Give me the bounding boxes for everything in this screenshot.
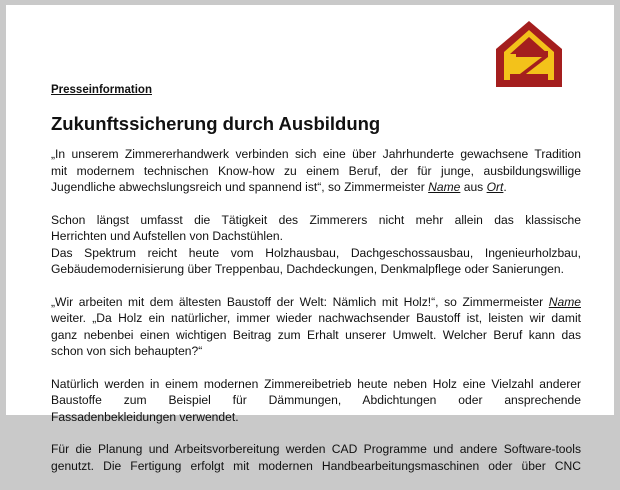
text-line: Gebäudemodernisierung über Treppenbau, Dachdeckungen, Denkmalpflege oder Sanierungen. xyxy=(51,262,564,276)
zimmerer-house-z-logo xyxy=(494,19,564,87)
text-line: Herrichten und Aufstellen von Dachstühlen. xyxy=(51,229,283,243)
text-segment: . xyxy=(503,180,507,194)
text-line: „In unserem Zimmererhandwerk verbinden sich eine über Jahrhunderte gewachsene Tradition xyxy=(51,147,581,161)
ort-placeholder: Ort xyxy=(486,180,504,194)
text-line: schon von sich behaupten?“ xyxy=(51,344,203,358)
document-page xyxy=(6,5,614,473)
text-line xyxy=(51,179,581,196)
text-line: Schon längst umfasst die Tätigkeit des Zimmerers nicht mehr allein das klassische xyxy=(51,212,581,227)
text-segment: aus xyxy=(460,180,487,194)
text-line: Baustoffe zum Beispiel für Dämmungen, Abdichtungen oder ansprechende xyxy=(51,393,581,407)
text-line: ganz nebenbei einen wichtigen Beitrag zum Erhalt unserer Umwelt. Welcher Beruf kann das xyxy=(51,327,581,342)
paragraph-3 xyxy=(51,294,581,360)
paragraph-4 xyxy=(51,376,581,426)
page-title: Zukunftssicherung durch Ausbildung xyxy=(51,113,381,134)
text-line: Natürlich werden in einem modernen Zimmereibetrieb heute neben Holz eine Vielzahl anderer xyxy=(51,376,581,391)
text-line: weiter. „Da Holz ein natürlicher, immer wieder nachwachsender Baustoff ist, leisten wir damit xyxy=(51,311,581,325)
text-line: Fassadenbekleidungen verwendet. xyxy=(51,409,239,424)
text-line: Das Spektrum reicht heute vom Holzhausbau, Dachgeschossausbau, Ingenieurholzbau, xyxy=(51,245,581,260)
text-line: genutzt. Die Fertigung erfolgt mit modernen Handbearbeitungsmaschinen oder über CNC xyxy=(51,458,581,473)
text-line: Für die Planung und Arbeitsvorbereitung werden CAD Programme und andere Software-tools xyxy=(51,442,581,456)
text-line xyxy=(51,294,581,311)
paragraph-2 xyxy=(51,212,581,278)
text-line: mit modernem technischen Know-how zu einem Beruf, der für junge, ausbildungswillige xyxy=(51,163,581,178)
paragraph-5 xyxy=(51,441,581,474)
text-segment: Jugendliche abwechslungsreich und spannend ist“, so Zimmermeister xyxy=(51,180,429,194)
name-placeholder: Name xyxy=(548,294,581,309)
text-segment: „Wir arbeiten mit dem ältesten Baustoff der Welt: Nämlich mit Holz!“, so Zimmermeister xyxy=(51,294,549,309)
name-placeholder: Name xyxy=(428,180,461,194)
press-release-body xyxy=(51,83,581,490)
paragraph-1 xyxy=(51,146,581,196)
press-info-label: Presseinformation xyxy=(51,84,152,96)
